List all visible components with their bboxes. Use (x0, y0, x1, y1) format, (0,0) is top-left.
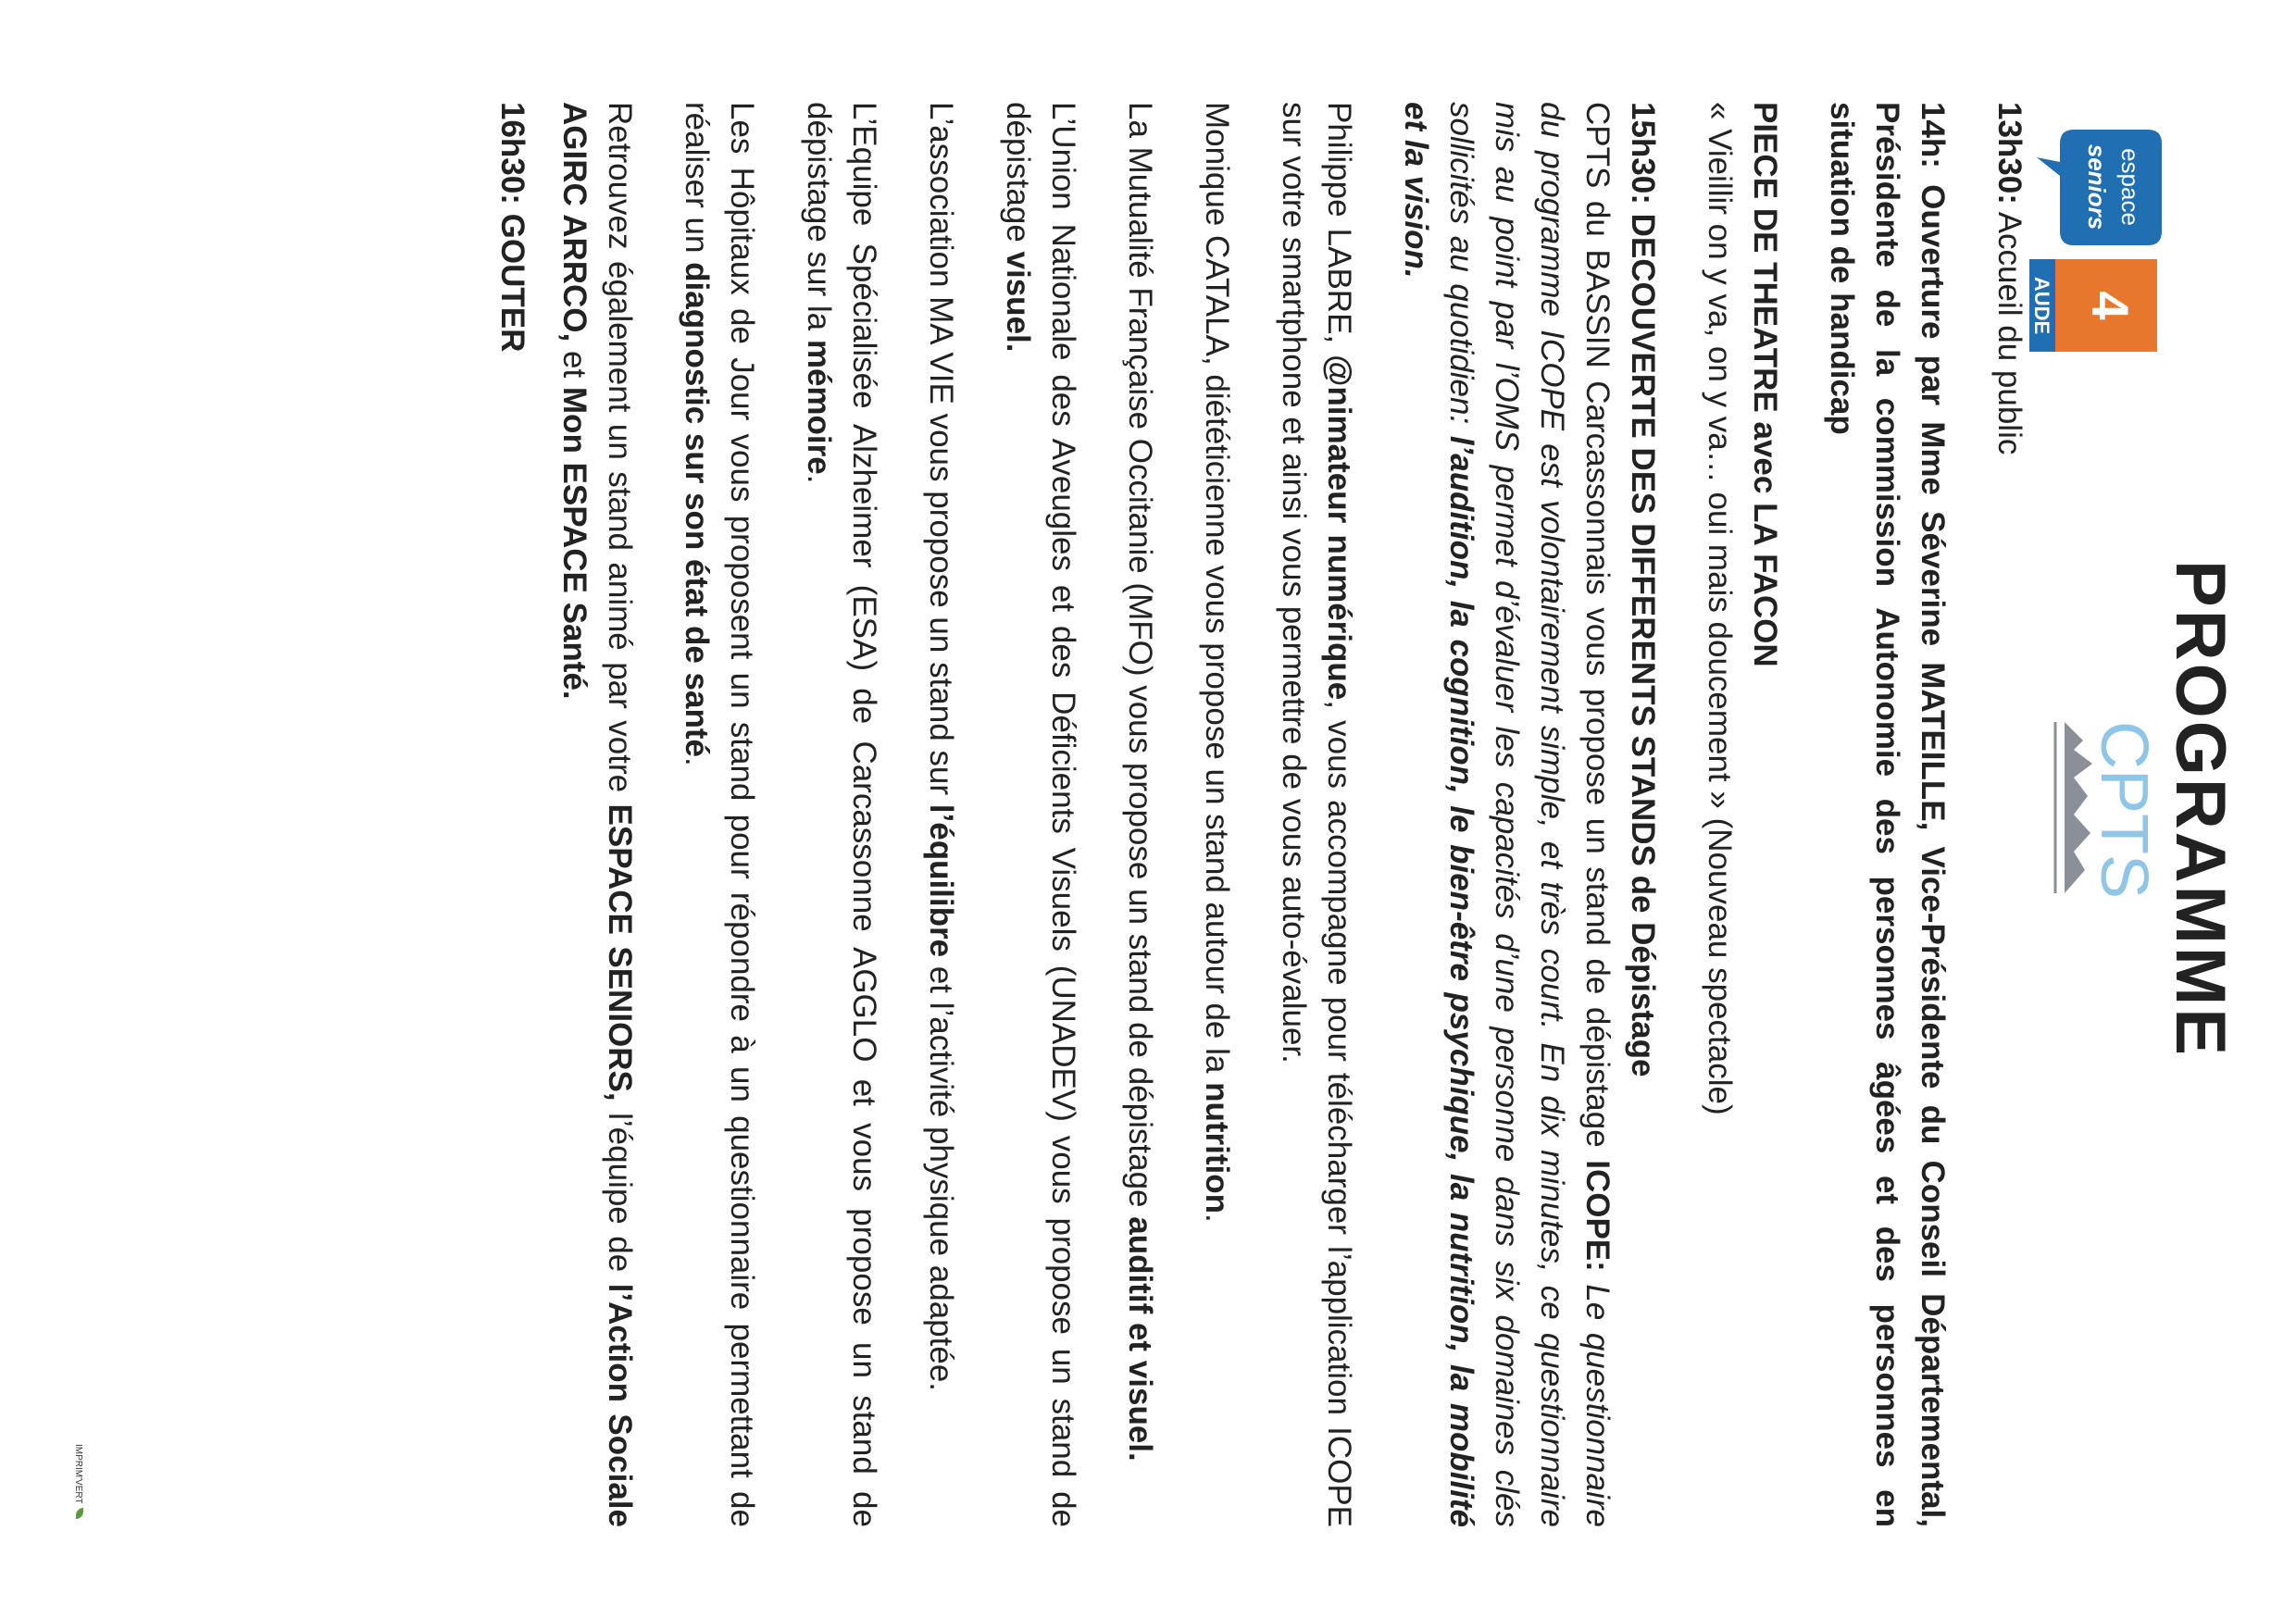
accueil-item (1987, 102, 2032, 1527)
catala-stand (1194, 102, 1240, 1527)
cpts-description: Le questionnaire du programme ICOPE est volontairement simple, et très court. En dix minutes, ce questionnaire mis au point par l’OMS permet d’évaluer les capacités d’une personne dans six domaines clés sollicités au quotidien: (1443, 102, 1616, 1527)
aude-text: AUDE (2030, 276, 2053, 335)
mfo-topic: auditif et visuel. (1122, 1216, 1158, 1462)
labre-text: , vous accompagne pour télécharger l’application ICOPE sur votre smartphone et ainsi vous permettre de vous auto-évaluer. (1276, 102, 1357, 1528)
mfo-text: La Mutualité Française Occitanie (MFO) vous propose un stand de dépistage (1122, 102, 1158, 1217)
agirc-action-sociale: l’Action Sociale AGIRC ARRCO, (556, 102, 638, 1527)
cpts-logo (2037, 694, 2166, 926)
labre-stand (1271, 102, 1362, 1527)
imprim-vert-logo (73, 1444, 83, 1519)
hopitaux-topic: diagnostic sur son état de santé (679, 262, 715, 757)
unadev-topic: visuel. (1000, 251, 1036, 353)
catala-topic: nutrition (1199, 1082, 1235, 1214)
theatre-title: PIECE DE THEATRE avec LA FACON (1747, 102, 1783, 667)
mavie-end: et l’activité physique adaptée. (923, 957, 959, 1392)
catala-end: . (1199, 1214, 1235, 1223)
esa-text: L’Equipe Spécialisée Alzheimer (ESA) de Carcassonne AGGLO et vous propose un stand de dépistage sur la (801, 102, 882, 1527)
agirc-mon-espace-sante: Mon ESPACE Santé. (556, 386, 593, 700)
agirc-text-3: et (556, 342, 593, 387)
espace-seniors-aude-logo (2028, 120, 2166, 361)
cpts-stand-text: CPTS du BASSIN Carcassonnais vous propose un stand de dépistage (1579, 102, 1616, 1161)
svg-text:4: 4 (2081, 291, 2140, 320)
mavie-text: L’association MA VIE vous propose un stand sur (923, 102, 959, 804)
unadev-text: L’Union Nationale des Aveugles et des Déficients Visuels (UNADEV) vous propose un stand de dépistage (1000, 102, 1081, 1527)
imprim-vert-text: IMPRIM'VERT (73, 1444, 83, 1504)
seniors-text: seniors (2083, 143, 2111, 230)
cpts-text: CPTS (2087, 720, 2161, 900)
esa-stand (796, 102, 887, 1527)
agirc-stand (552, 102, 643, 1527)
accueil-text: Accueil du public (1991, 204, 2028, 455)
cpts-icope: ICOPE: (1579, 1160, 1616, 1272)
mavie-stand (918, 102, 964, 1527)
unadev-stand (995, 102, 1086, 1527)
accueil-time: 13h30: (1991, 102, 2028, 205)
gouter-item: 16h30: GOUTER (494, 102, 530, 353)
logos-row (2009, 120, 2166, 1601)
esa-topic: mémoire (801, 339, 837, 475)
ouverture-item: 14h: Ouverture par Mme Séverine MATEILLE, Vice-Présidente du Conseil Départemental, Présidente de la commission Autonomie des personnes âgées et des personnes en situation de handicap (1824, 102, 1951, 1527)
cpts-stand (1393, 102, 1620, 1527)
agirc-espace-seniors: ESPACE SENIORS, (602, 803, 638, 1101)
theatre-text: « Vieillir on y va, on y va… oui mais doucement » (Nouveau spectacle) (1702, 102, 1738, 1115)
hopitaux-stand (674, 102, 765, 1527)
stands-title: 15h30: DECOUVERTE DES DIFFERENTS STANDS de Dépistage (1625, 102, 1661, 1077)
labre-role: @nimateur numérique (1321, 355, 1357, 701)
mavie-topic: l’équilibre (923, 803, 959, 958)
cpts-domains: l’audition, la cognition, le bien-être psychique, la nutrition, la mobilité et la vision. (1398, 102, 1479, 1527)
espace-text: espace (2116, 148, 2144, 226)
leaf-icon (76, 1508, 83, 1519)
esa-end: . (801, 474, 837, 484)
catala-text: Monique CATALA, diététicienne vous propose un stand autour de la (1199, 102, 1235, 1083)
hopitaux-end: . (679, 756, 715, 766)
labre-name: Philippe LABRE, (1321, 102, 1357, 355)
agirc-text-2: l’équipe de (602, 1101, 638, 1284)
agirc-text-1: Retrouvez également un stand animé par votre (602, 102, 638, 804)
hopitaux-text: Les Hôpitaux de Jour vous proposent un stand pour répondre à un questionnaire permettant de réaliser un (679, 102, 760, 1527)
programme-content (458, 102, 2032, 1527)
page-title: PROGRAMME (2161, 560, 2240, 1058)
mfo-stand (1117, 102, 1163, 1527)
